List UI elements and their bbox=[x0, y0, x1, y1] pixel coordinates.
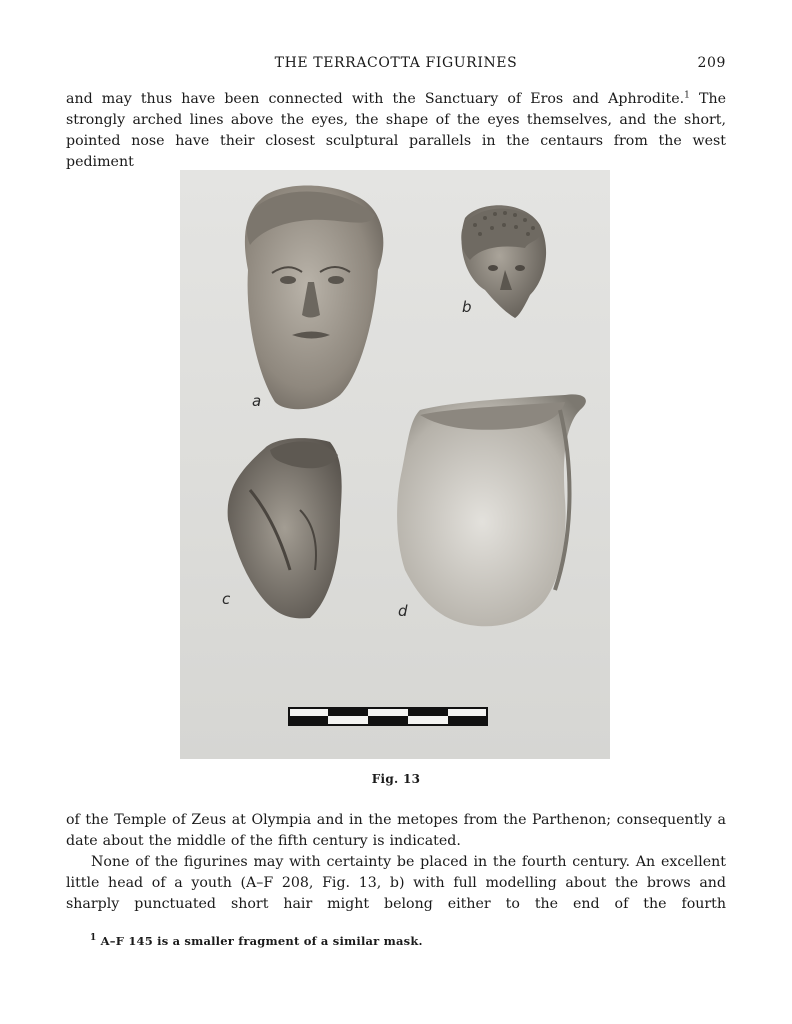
footnote bbox=[90, 934, 423, 948]
fragment-a bbox=[245, 185, 383, 409]
figure-label-d: d bbox=[398, 602, 408, 620]
scale-bar bbox=[288, 707, 488, 726]
fragment-b bbox=[461, 205, 546, 318]
figure-label-a: a bbox=[252, 392, 262, 410]
fragment-d bbox=[397, 394, 586, 626]
page-number: 209 bbox=[697, 55, 726, 71]
footnote-marker: 1 bbox=[90, 933, 97, 944]
paragraph-1-continued: The strongly arched lines above the eyes, the shape of the eyes themselves, and the short, pointed nose have their closest sculptural parallels in the centaurs from the west pediment bbox=[66, 91, 726, 170]
running-title: THE TERRACOTTA FIGURINES bbox=[274, 55, 518, 71]
footnote-reference: 1 bbox=[684, 90, 690, 101]
paragraph-1 bbox=[66, 89, 726, 173]
paragraph-3: None of the figurines may with certainty be placed in the fourth century. An excellent little head of a youth (A–F 208, Fig. 13, b) with full modelling about the brows and sharply punctuated short hair might belong either to the end of the fourth bbox=[66, 854, 726, 912]
figure-caption: Fig. 13 bbox=[371, 772, 421, 786]
figure-label-b: b bbox=[462, 298, 472, 316]
terracotta-fragments-photo bbox=[180, 170, 610, 759]
paragraph-2: of the Temple of Zeus at Olympia and in the metopes from the Parthenon; consequently a date about the middle of the fifth century is indicated. bbox=[66, 812, 726, 849]
figure-label-c: c bbox=[222, 590, 231, 608]
fragment-c bbox=[228, 438, 342, 618]
figure-photograph bbox=[180, 170, 610, 759]
footnote-text: A–F 145 is a smaller fragment of a similar mask. bbox=[96, 934, 423, 948]
paragraph-1-text: and may thus have been connected with the Sanctuary of Eros and Aphrodite. bbox=[66, 91, 685, 107]
running-head bbox=[66, 55, 726, 75]
